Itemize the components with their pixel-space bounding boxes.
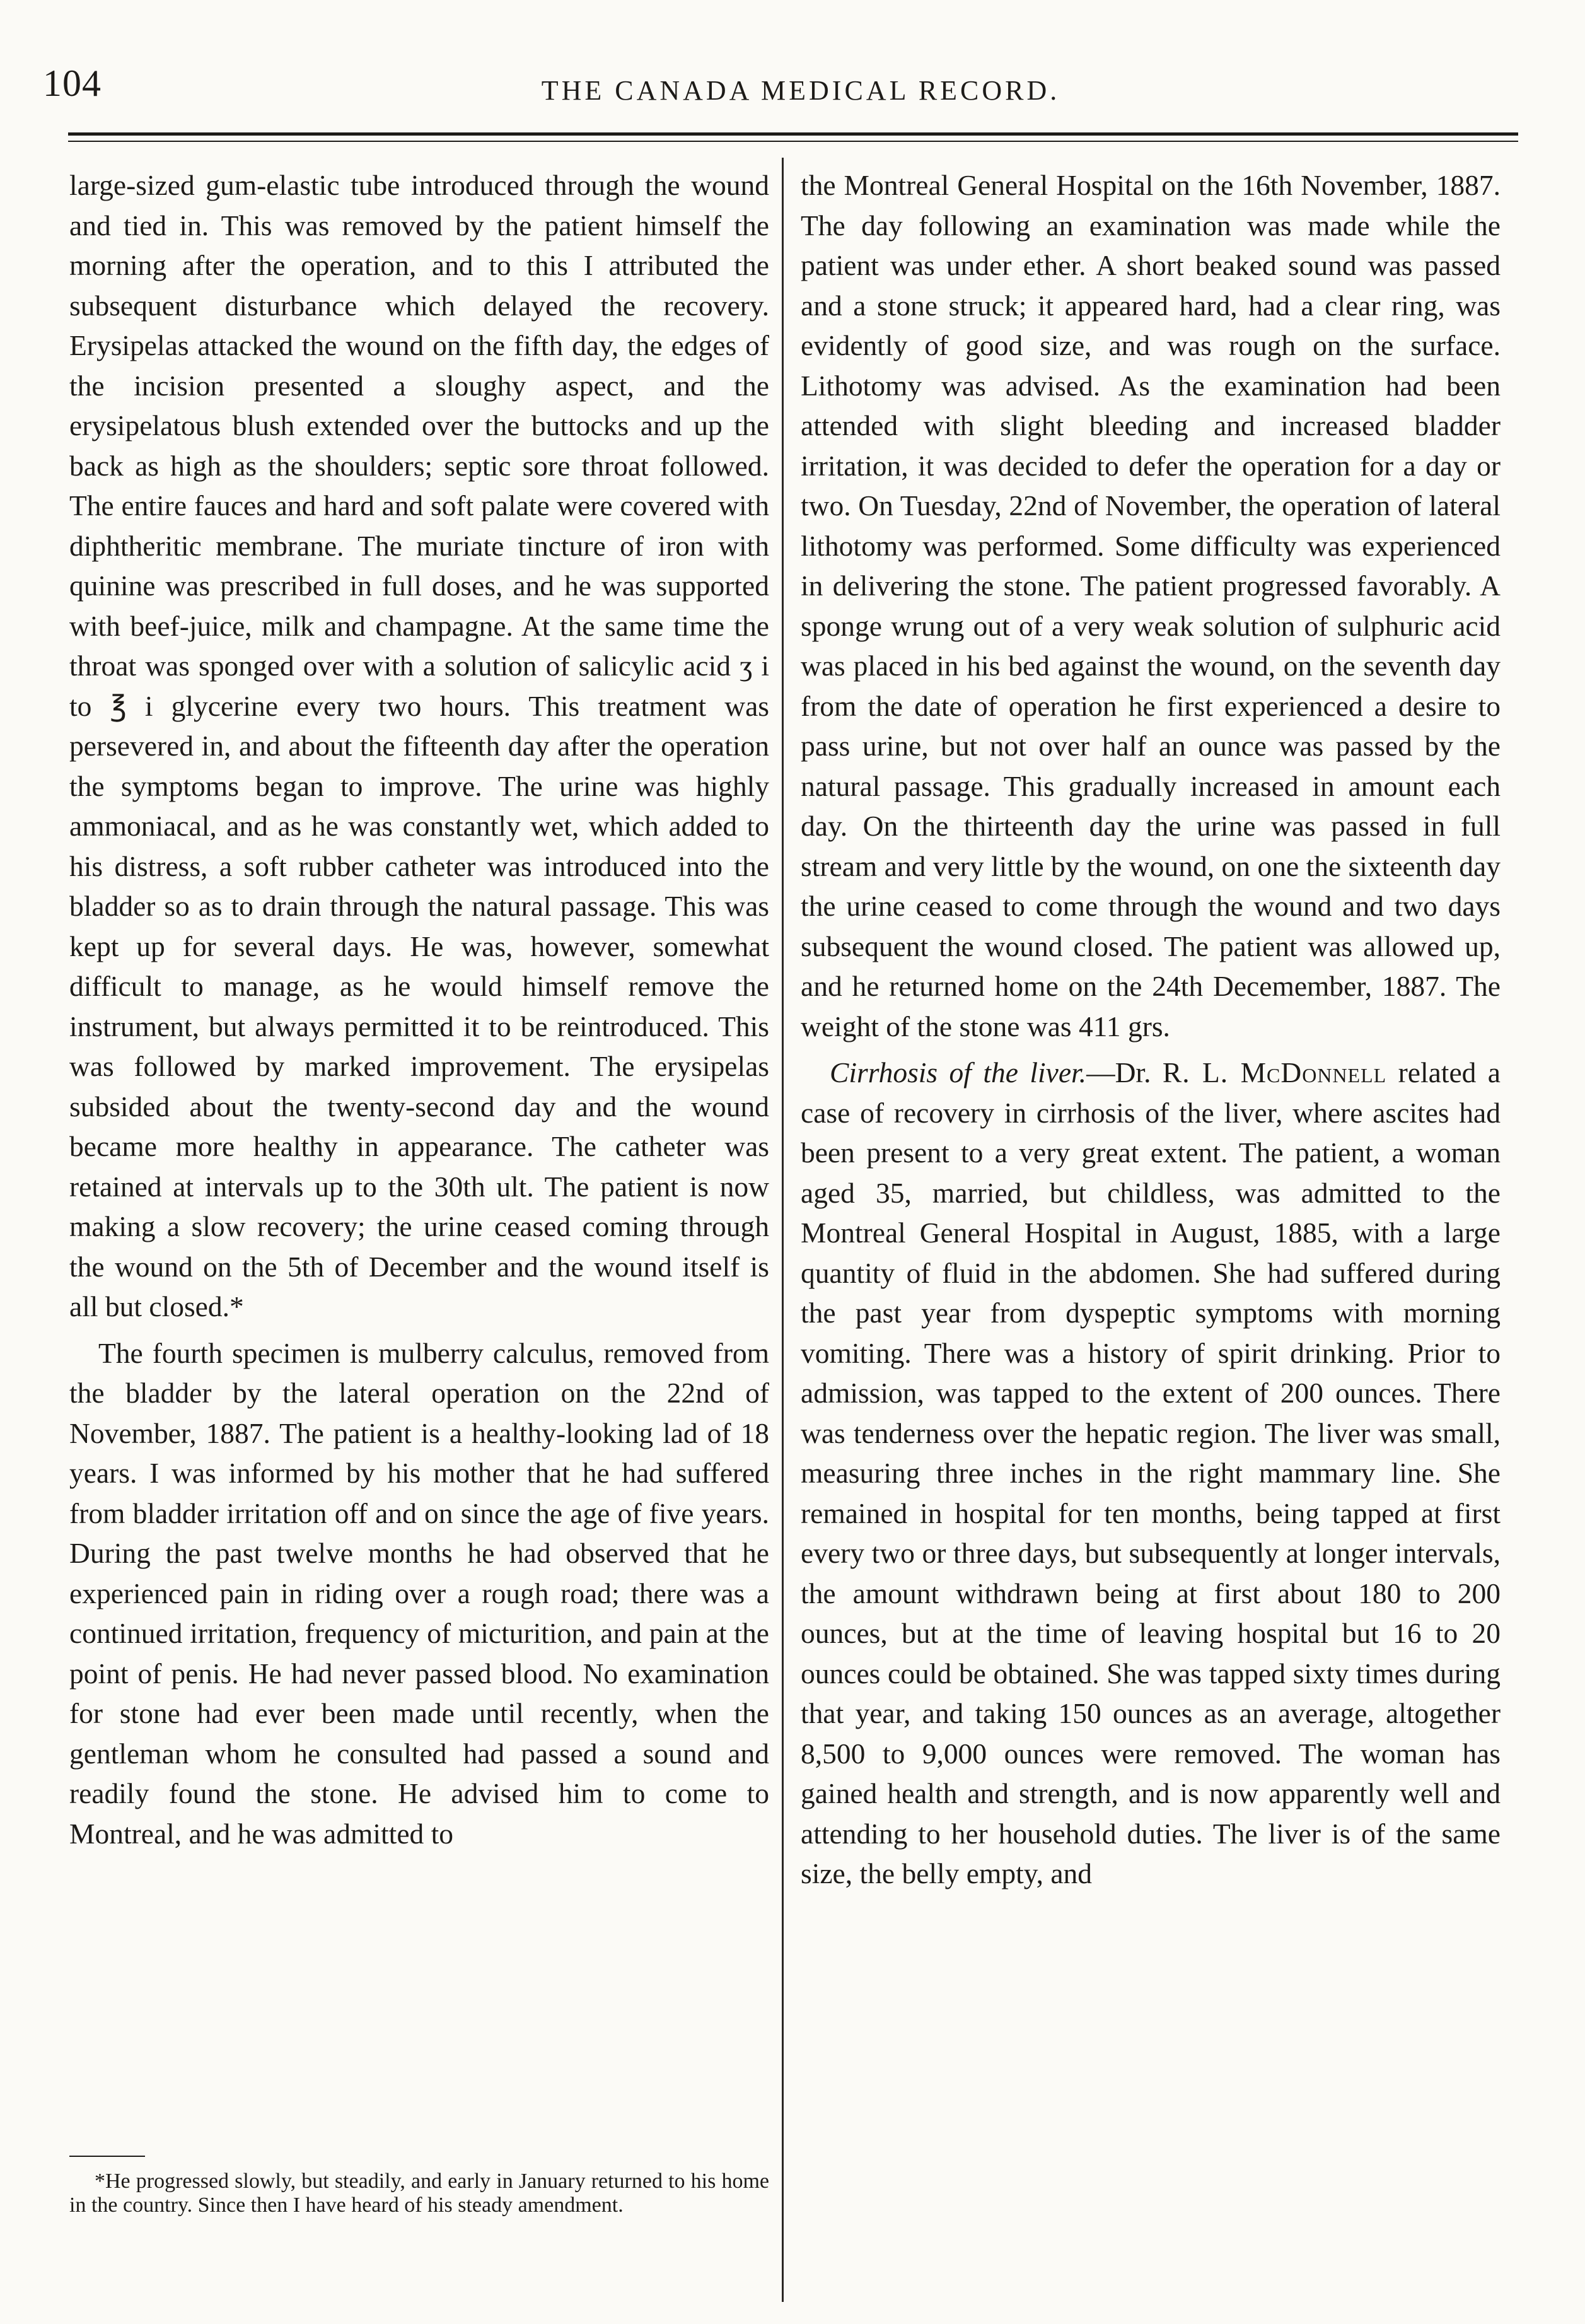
cirrhosis-body: related a case of recovery in cirrhosis of the liver, where ascites had been present to a very great extent. The patient, a woman aged 35, married, but childless, was admitted to the Montreal General Hospital in August, 1885, with a large quantity of fluid in the abdomen. She had suffered during the past year from dyspeptic symptoms with morning vomiting. There was a history of spirit drinking. Prior to admission, was tapped to the extent of 200 ounces. There was tenderness over the hepatic region. The liver was small, measuring three inches in the right mammary line. She remained in hospital for ten months, being tapped at first every two or three days, but subsequently at longer intervals, the amount withdrawn being at first about 180 to 200 ounces, but at the time of leaving hospital but 16 to 20 ounces could be obtained. She was tapped sixty times during that year, and taking 150 ounces as an average, altogether 8,500 to 9,000 ounces were removed. The woman has gained health and strength, and is now apparently well and attending to her household duties. The liver is of the same size, the belly empty, and bbox=[801, 1056, 1501, 1889]
footnote: *He progressed slowly, but steadily, and early in January returned to his home in the country. Since then I have heard of his steady amendment. bbox=[69, 2169, 769, 2217]
footnote-rule bbox=[69, 2156, 145, 2157]
section-heading-cirrhosis: Cirrhosis of the liver. bbox=[830, 1056, 1087, 1089]
left-paragraph-continued: large-sized gum-elastic tube introduced through the wound and tied in. This was removed by the patient himself the morning after the operation, and to this I attributed the subsequent disturbance which delayed the recovery. Erysipelas attacked the wound on the fifth day, the edges of the incision presented a sloughy aspect, and the erysipelatous blush extended over the buttocks and up the back as high as the shoulders; septic sore throat followed. The entire fauces and hard and soft palate were covered with diphtheritic membrane. The muriate tincture of iron with quinine was prescribed in full doses, and he was supported with beef-juice, milk and champagne. At the same time the throat was sponged over with a solution of salicylic acid ʒ i to ℥ i glycerine every two hours. This treatment was persevered in, and about the fifteenth day after the operation the symptoms began to improve. The urine was highly ammoniacal, and as he was constantly wet, which added to his distress, a soft rubber catheter was introduced into the bladder so as to drain through the natural passage. This was kept up for several days. He was, however, somewhat difficult to manage, as he would himself remove the instrument, but always permitted it to be reintroduced. This was followed by marked improvement. The erysipelas subsided about the twenty-second day and the wound became more healthy in appearance. The catheter was retained at intervals up to the 30th ult. The patient is now making a slow recovery; the urine ceased coming through the wound on the 5th of December and the wound itself is all but closed.* bbox=[69, 169, 769, 1323]
header-rule-thin bbox=[68, 141, 1518, 142]
page-number: 104 bbox=[43, 62, 102, 104]
right-column bbox=[801, 165, 1501, 2297]
left-paragraph-fourth-specimen: The fourth specimen is mulberry calculus, removed from the bladder by the lateral operation on the 22nd of November, 1887. The patient is a healthy-looking lad of 18 years. I was informed by his mother that he had suffered from bladder irritation off and on since the age of five years. During the past twelve months he had observed that he experienced pain in riding over a rough road; there was a continued irritation, frequency of micturition, and pain at the point of penis. He had never passed blood. No examination for stone had ever been made until recently, when the gentleman whom he consulted had passed a sound and readily found the stone. He advised him to come to Montreal, and he was admitted to bbox=[69, 1336, 769, 1850]
column-divider bbox=[782, 158, 784, 2302]
author-name: R. L. McDonnell bbox=[1162, 1056, 1387, 1089]
header-rule-thick bbox=[68, 132, 1518, 136]
right-paragraph-cirrhosis bbox=[801, 1053, 1501, 1894]
heading-dash: —Dr. bbox=[1086, 1056, 1163, 1089]
running-title: THE CANADA MEDICAL RECORD. bbox=[541, 75, 1060, 106]
right-paragraph-continued: the Montreal General Hospital on the 16th November, 1887. The day following an examination was made while the patient was under ether. A short beaked sound was passed and a stone struck; it appeared hard, had a clear ring, was evidently of good size, and was rough on the surface. Lithotomy was advised. As the examination had been attended with slight bleeding and increased bladder irritation, it was decided to defer the operation for a day or two. On Tuesday, 22nd of November, the operation of lateral lithotomy was performed. Some difficulty was experienced in delivering the stone. The patient progressed favorably. A sponge wrung out of a very weak solution of sulphuric acid was placed in his bed against the wound, on the seventh day from the date of operation he first experienced a desire to pass urine, but not over half an ounce was passed by the natural passage. This gradually increased in amount each day. On the thirteenth day the urine was passed in full stream and very little by the wound, on one the sixteenth day the urine ceased to come through the wound and two days subsequent the wound closed. The patient was allowed up, and he returned home on the 24th Decemember, 1887. The weight of the stone was 411 grs. bbox=[801, 169, 1501, 1042]
left-column bbox=[69, 165, 769, 2297]
